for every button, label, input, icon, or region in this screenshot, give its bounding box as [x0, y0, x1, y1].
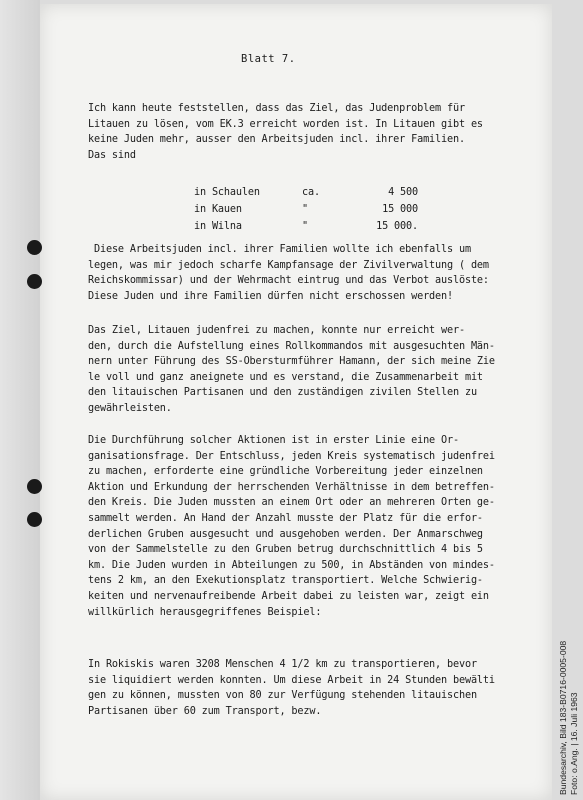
punch-hole — [27, 512, 42, 527]
text-line: sie liquidiert werden konnten. Um diese Arbeit in 24 Stunden bewälti — [88, 674, 495, 686]
text-line: legen, was mir jedoch scharfe Kampfansage der Zivilverwaltung ( dem — [88, 259, 489, 271]
text-line: Die Durchführung solcher Aktionen ist in erster Linie eine Or- — [88, 435, 459, 446]
text-line: derlichen Gruben ausgesucht und ausgehoben werden. Der Anmarschweg — [88, 528, 483, 540]
table-place: in Kauen — [194, 204, 242, 215]
archive-caption — [558, 641, 580, 795]
paragraph-4 — [88, 433, 495, 620]
text-line: zu machen, erforderte eine gründliche Vorbereitung jeder einzelnen — [88, 466, 483, 478]
table-count: 4 500 — [388, 187, 418, 198]
text-line: gen zu können, mussten von 80 zur Verfügung stehenden litauischen — [88, 690, 477, 702]
text-line: Partisanen über 60 zum Transport, bezw. — [88, 705, 322, 717]
population-table — [194, 185, 418, 236]
text-line: sammelt werden. An Hand der Anzahl musste der Platz für die erfor- — [88, 512, 483, 524]
paragraph-3 — [88, 323, 495, 417]
paragraph-2 — [88, 242, 489, 304]
text-line: tens 2 km, an den Exekutionsplatz transportiert. Welche Schwierig- — [88, 575, 483, 587]
text-line: von der Sammelstelle zu den Gruben betrug durchschnittlich 4 bis 5 — [88, 544, 483, 556]
table-count: 15 000. — [376, 221, 418, 232]
text-line: Das Ziel, Litauen judenfrei zu machen, konnte nur erreicht wer- — [88, 325, 465, 336]
table-row — [194, 202, 418, 219]
paragraph-5 — [88, 657, 495, 719]
text-line: Ich kann heute feststellen, dass das Ziel, das Judenproblem für — [88, 103, 465, 114]
text-line: den, durch die Aufstellung eines Rollkommandos mit ausgesuchten Män- — [88, 340, 495, 352]
archive-caption-line: Bundesarchiv, Bild 183-B0716-0005-008 — [558, 640, 568, 795]
text-line: keiten und nervenaufreibende Arbeit dabei zu leisten war, zeigt ein — [88, 590, 489, 602]
text-line: ganisationsfrage. Der Entschluss, jeden Kreis systematisch judenfrei — [88, 450, 495, 462]
text-line: Reichskommissar) und der Wehrmacht eintrug und das Verbot auslöste: — [88, 275, 489, 287]
text-line: keine Juden mehr, ausser den Arbeitsjuden incl. ihrer Familien. — [88, 134, 465, 146]
table-place: in Schaulen — [194, 187, 260, 198]
table-count: 15 000 — [382, 204, 418, 215]
text-line: km. Die Juden wurden in Abteilungen zu 500, in Abständen von mindes- — [88, 559, 495, 571]
punch-hole — [27, 479, 42, 494]
text-line: Diese Arbeitsjuden incl. ihrer Familien wollte ich ebenfalls um — [94, 244, 471, 255]
archive-caption-line: Foto: o.Ang. | 16. Juli 1963 — [569, 692, 579, 795]
text-line: In Rokiskis waren 3208 Menschen 4 1/2 km zu transportieren, bevor — [88, 659, 477, 670]
text-line: den Kreis. Die Juden mussten an einem Ort oder an mehreren Orten ge- — [88, 497, 495, 509]
punch-hole — [27, 240, 42, 255]
scan-left-edge — [0, 0, 40, 800]
text-line: Litauen zu lösen, vom EK.3 erreicht worden ist. In Litauen gibt es — [88, 118, 483, 130]
text-line: le voll und ganz aneignete und es verstand, die Zusammenarbeit mit — [88, 371, 483, 383]
page-header: Blatt 7. — [241, 53, 296, 65]
text-line: Aktion und Erkundung der herrschenden Verhältnisse in dem betreffen- — [88, 481, 495, 493]
table-row — [194, 219, 418, 236]
text-line: nern unter Führung des SS-Obersturmführer Hamann, der sich meine Zie — [88, 356, 495, 368]
table-place: in Wilna — [194, 221, 242, 232]
text-line: gewährleisten. — [88, 402, 172, 414]
text-line: willkürlich herausgegriffenes Beispiel: — [88, 606, 322, 618]
text-line: Diese Juden und ihre Familien dürfen nicht erschossen werden! — [88, 290, 453, 302]
table-prefix: " — [302, 221, 308, 232]
text-line: Das sind — [88, 149, 136, 161]
punch-hole — [27, 274, 42, 289]
text-line: den litauischen Partisanen und den zuständigen zivilen Stellen zu — [88, 387, 477, 399]
table-row — [194, 185, 418, 202]
table-prefix: ca. — [302, 187, 320, 198]
table-prefix: " — [302, 204, 308, 215]
paragraph-1 — [88, 101, 483, 163]
